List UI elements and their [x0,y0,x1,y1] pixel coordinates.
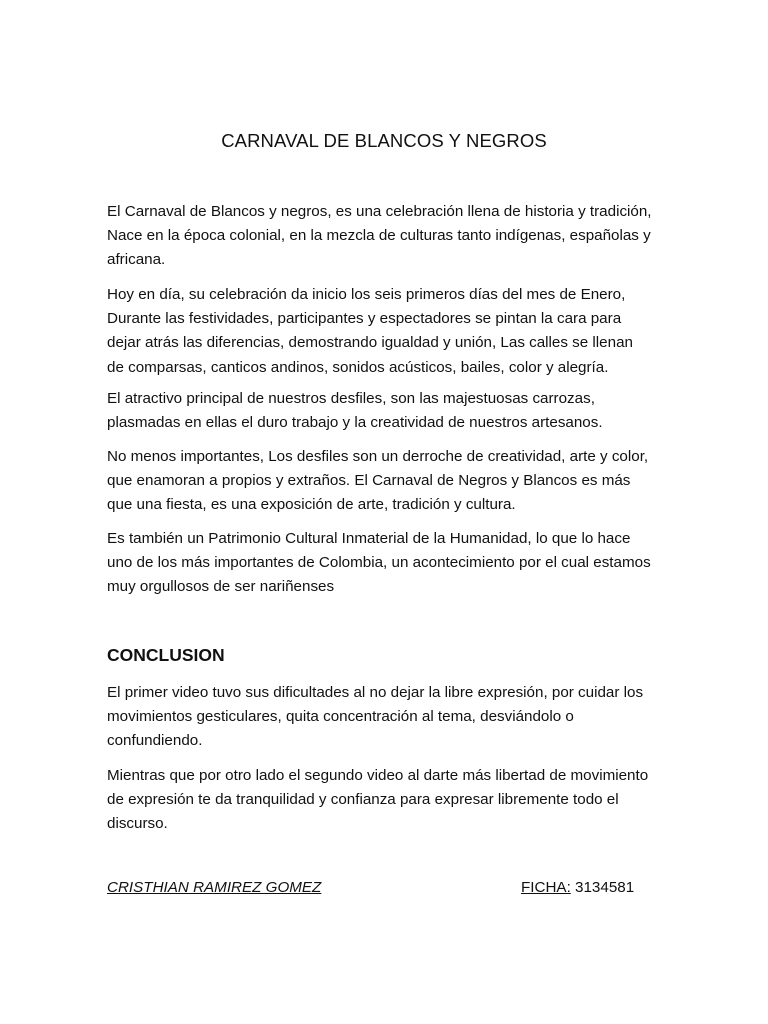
body-paragraph-1: El Carnaval de Blancos y negros, es una celebración llena de historia y tradición, Nace en la época colonial, en la mezcla de culturas tanto indígenas, españolas y africana. [107,203,652,269]
body-paragraph-4: No menos importantes, Los desfiles son un derroche de creatividad, arte y color, que enamoran a propios y extraños. El Carnaval de Negros y Blancos es más que una fiesta, es una exposición de arte, tradición y cultura. [107,448,649,514]
body-paragraph-2: Hoy en día, su celebración da inicio los seis primeros días del mes de Enero, Durante las festividades, participantes y espectadores se pintan la cara para dejar atrás las diferencias, demostrando igualdad y unión, Las calles se llenan de comparsas, canticos andinos, sonidos acústicos, bailes, color y alegría. [107,286,633,376]
body-paragraph-5: Es también un Patrimonio Cultural Inmaterial de la Humanidad, lo que lo hace uno de los más importantes de Colombia, un acontecimiento por el cual estamos muy orgullosos de ser nariñenses [107,530,651,596]
ficha-label: FICHA: [521,879,571,896]
author-name: CRISTHIAN RAMIREZ GOMEZ [107,879,322,896]
ficha-number: 3134581 [575,879,635,896]
ficha-info [521,879,634,896]
conclusion-paragraph-1: El primer video tuvo sus dificultades al no dejar la libre expresión, por cuidar los movimientos gesticulares, quita concentración al tema, desviándolo o confundiendo. [107,684,644,750]
conclusion-heading: CONCLUSION [107,645,225,665]
conclusion-paragraph-2: Mientras que por otro lado el segundo video al darte más libertad de movimiento de expresión te da tranquilidad y confianza para expresar libremente todo el discurso. [107,767,649,833]
body-paragraph-3: El atractivo principal de nuestros desfiles, son las majestuosas carrozas, plasmadas en ellas el duro trabajo y la creatividad de nuestros artesanos. [107,390,603,432]
document-title: CARNAVAL DE BLANCOS Y NEGROS [221,130,547,151]
